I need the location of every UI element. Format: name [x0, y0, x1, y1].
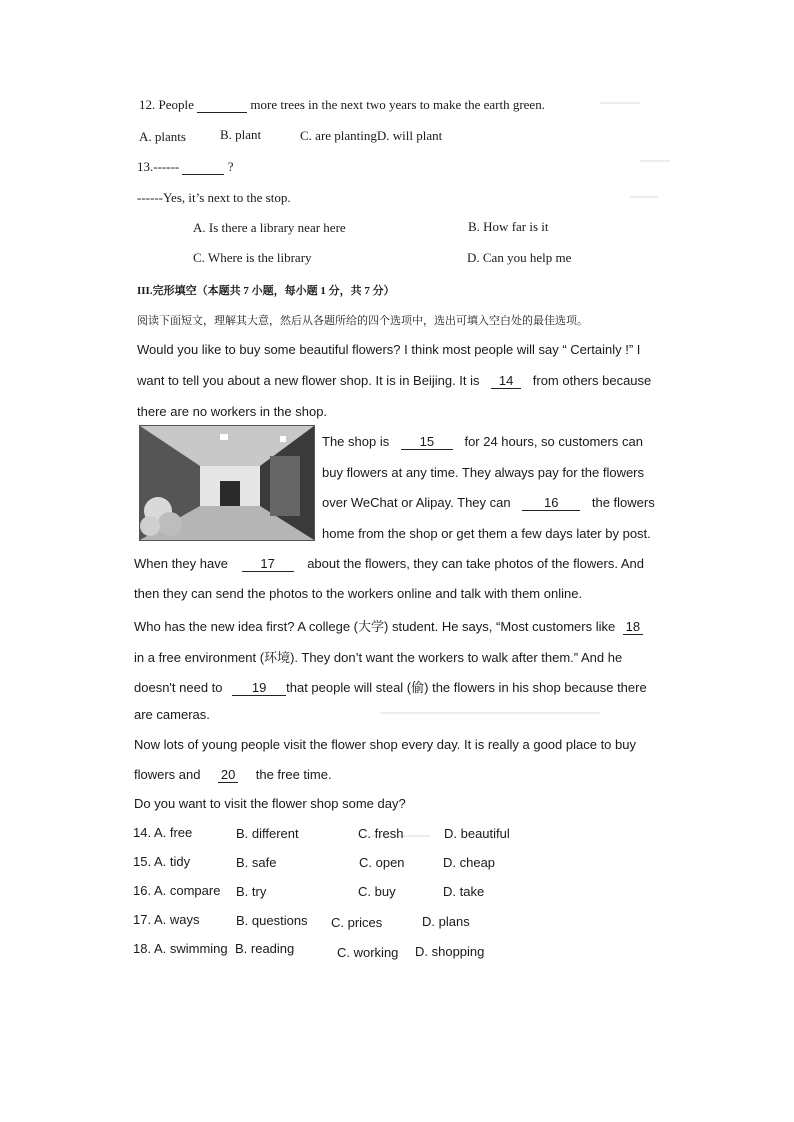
passage-line-13: are cameras. [134, 707, 210, 722]
q12-stem-post: more trees in the next two years to make the earth green. [250, 97, 545, 112]
section-instruction: 阅读下面短文，理解其大意，然后从各题所给的四个选项中，选出可填入空白处的最佳选项。 [137, 315, 588, 327]
q13-option-c: C. Where is the library [193, 250, 312, 265]
option-15-a: 15. A. tidy [133, 854, 191, 869]
option-18-c: C. working [337, 945, 399, 960]
blank-14: 14 [491, 374, 521, 389]
passage-text: over WeChat or Alipay. They can [322, 495, 511, 510]
passage-line-5: buy flowers at any time. They always pay for the flowers [322, 465, 645, 480]
q12-option-cd: C. are plantingD. will plant [300, 128, 443, 143]
option-17-d: D. plans [422, 914, 470, 929]
passage-line-10 [134, 616, 643, 635]
passage-line-8 [134, 556, 644, 572]
q12-blank [197, 98, 247, 113]
passage-line-12 [134, 677, 647, 696]
passage-line-6 [322, 495, 655, 511]
option-15-d: D. cheap [443, 855, 496, 870]
passage-text: doesn't need to [134, 680, 223, 695]
section-heading: III.完形填空（本题共 7 小题，每小题 1 分，共 7 分） [137, 285, 395, 297]
q12-stem-pre: 12. People [139, 97, 194, 112]
option-14-d: D. beautiful [444, 826, 510, 841]
option-16-c: C. buy [358, 884, 396, 899]
blank-16: 16 [522, 496, 580, 511]
bleed-mark [640, 160, 670, 162]
bleed-mark [630, 196, 658, 198]
passage-text: for 24 hours, so customers can [464, 434, 643, 449]
passage-text: from others because [532, 373, 652, 388]
q13-option-b: B. How far is it [468, 219, 549, 234]
passage-line-4 [322, 434, 643, 450]
q13-stem-post: ? [227, 159, 234, 174]
passage-line-7: home from the shop or get them a few days later by post. [322, 526, 651, 541]
bleed-mark [380, 712, 600, 714]
option-16-d: D. take [443, 884, 485, 899]
passage-line-3: there are no workers in the shop. [137, 404, 328, 419]
blank-17: 17 [242, 557, 294, 572]
option-18-a: 18. A. swimming [133, 941, 228, 956]
passage-text: Who has the new idea first? A college (大学) student. He says, “Most customers like [134, 619, 616, 634]
passage-text: about the flowers, they can take photos of the flowers. And [307, 556, 644, 571]
option-16-a: 16. A. compare [133, 883, 221, 898]
option-17-c: C. prices [331, 915, 383, 930]
flower-shop-image [140, 426, 314, 540]
blank-20: 20 [218, 768, 238, 783]
option-14-a: 14. A. free [133, 825, 193, 840]
passage-line-16: Do you want to visit the flower shop some day? [134, 796, 406, 811]
q13-stem-pre: 13.------ [137, 159, 180, 174]
passage-line-1: Would you like to buy some beautiful flowers? I think most people will say “ Certainly !” I [137, 342, 641, 357]
passage-text: flowers and [134, 767, 201, 782]
passage-line-9: then they can send the photos to the workers online and talk with them online. [134, 586, 583, 601]
question-12-stem [139, 97, 545, 113]
option-17-b: B. questions [236, 913, 308, 928]
option-15-c: C. open [359, 855, 405, 870]
option-18-d: D. shopping [415, 944, 485, 959]
passage-text: When they have [134, 556, 228, 571]
passage-text: The shop is [322, 434, 390, 449]
q13-option-a: A. Is there a library near here [193, 220, 346, 235]
blank-15: 15 [401, 435, 453, 450]
bleed-mark [600, 102, 640, 104]
passage-line-15 [134, 767, 332, 783]
option-14-c: C. fresh [358, 826, 404, 841]
option-14-b: B. different [236, 826, 299, 841]
option-16-b: B. try [236, 884, 267, 899]
question-13-stem [137, 159, 234, 175]
option-18-b: B. reading [235, 941, 295, 956]
option-17-a: 17. A. ways [133, 912, 200, 927]
flower-shop-photo [139, 425, 315, 541]
passage-text: the flowers [591, 495, 655, 510]
blank-18: 18 [623, 620, 643, 635]
q12-option-b: B. plant [220, 127, 262, 142]
passage-text: that people will steal (偷) the flowers in his shop because there [286, 680, 647, 695]
q13-blank [182, 160, 224, 175]
passage-line-2 [137, 373, 651, 389]
q12-option-a: A. plants [139, 129, 186, 144]
passage-line-11: in a free environment (环境). They don’t want the workers to walk after them.” And he [134, 650, 623, 665]
passage-text: the free time. [255, 767, 332, 782]
q13-reply: ------Yes, it’s next to the stop. [137, 190, 291, 205]
blank-19: 19 [232, 681, 286, 696]
q13-option-d: D. Can you help me [467, 250, 572, 265]
passage-line-14: Now lots of young people visit the flower shop every day. It is really a good place to buy [134, 737, 636, 752]
option-15-b: B. safe [236, 855, 277, 870]
passage-text: want to tell you about a new flower shop. It is in Beijing. It is [137, 373, 480, 388]
